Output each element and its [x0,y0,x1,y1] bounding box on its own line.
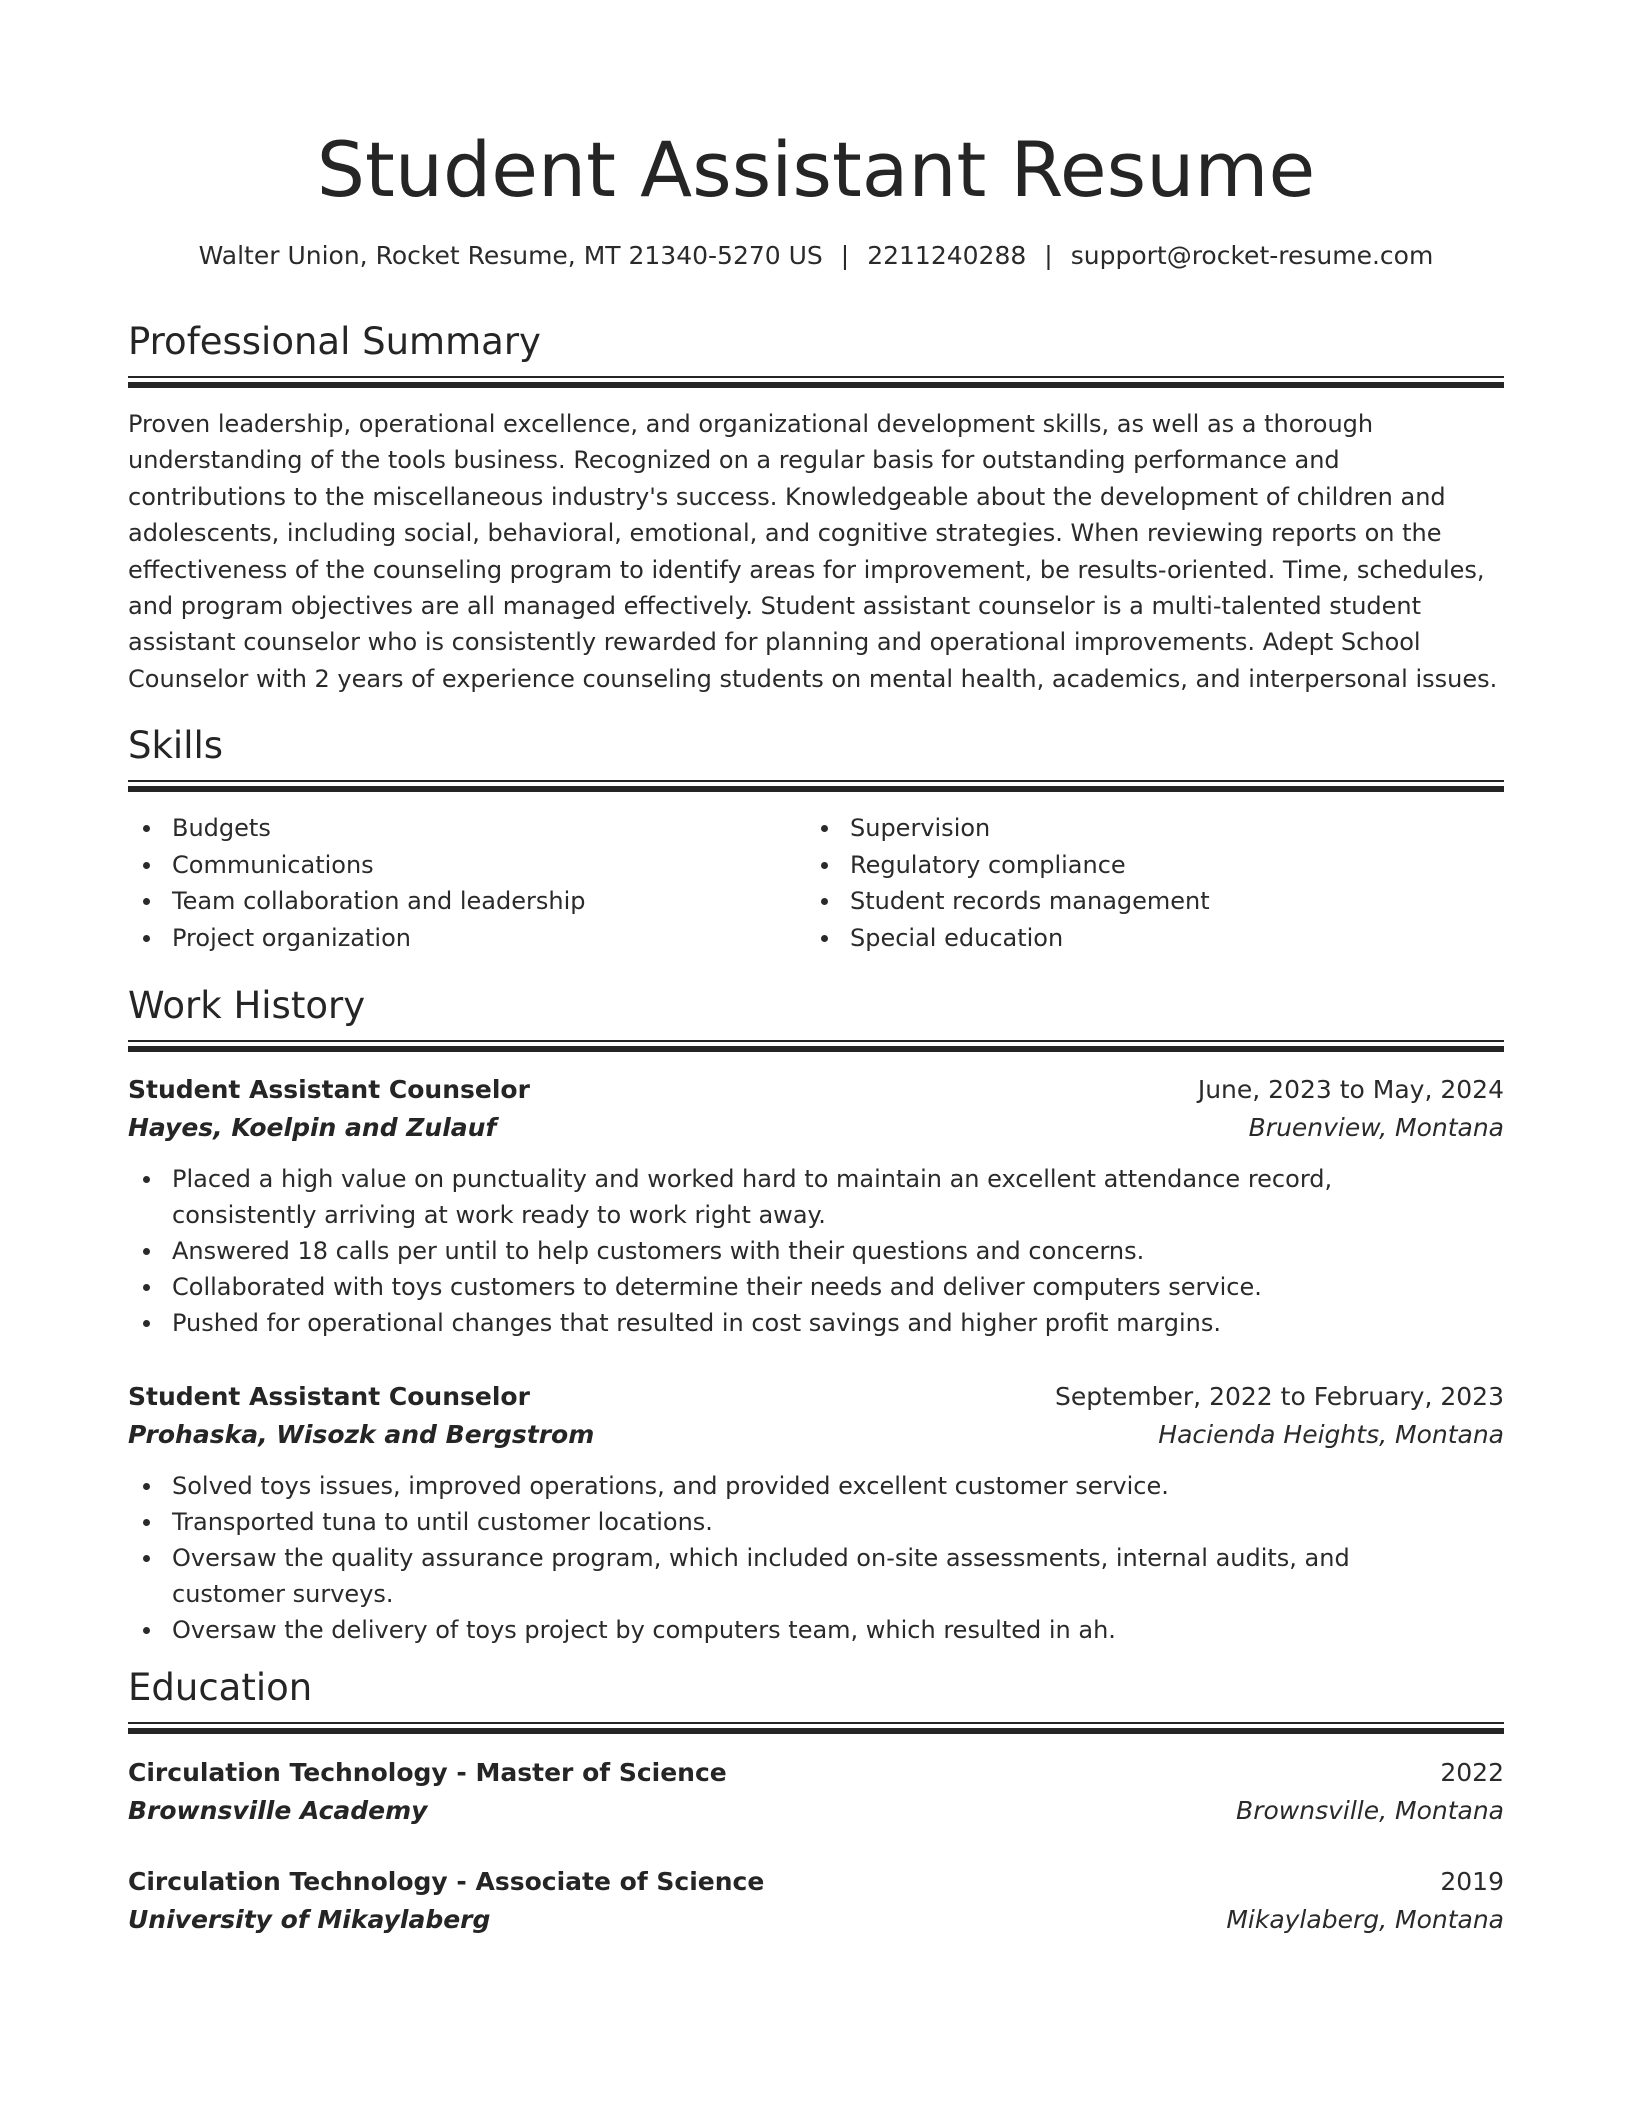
education-school: University of Mikaylaberg [128,1905,491,1934]
summary-heading: Professional Summary [128,320,541,363]
education-header-row [128,1863,1504,1901]
job-bullet: Collaborated with toys customers to determine their needs and deliver computers service. [128,1269,1504,1305]
skill-item: Communications [128,847,806,884]
job-bullets [128,1468,1504,1648]
education-year: 2019 [1440,1867,1504,1896]
skill-item: Team collaboration and leadership [128,883,806,920]
skills-column-left [128,810,806,956]
skills-column-right [806,810,1484,956]
work-heading: Work History [128,984,366,1027]
education-year: 2022 [1440,1758,1504,1787]
job-bullet: Transported tuna to until customer locations. [128,1504,1504,1540]
job-dates: September, 2022 to February, 2023 [1055,1382,1504,1411]
skills-divider [128,780,1504,792]
job-entry [128,1071,1504,1341]
job-bullet: Oversaw the quality assurance program, which included on-site assessments, internal audits, and customer surveys. [128,1540,1504,1612]
job-company-row [128,1109,1504,1147]
job-company-row [128,1416,1504,1454]
skills-list [128,810,1504,956]
education-school-row [128,1901,1504,1939]
job-bullet: Oversaw the delivery of toys project by computers team, which resulted in ah. [128,1612,1504,1648]
education-section-heading [128,1664,1504,1712]
job-location: Hacienda Heights, Montana [1158,1420,1504,1449]
education-entry [128,1754,1504,1830]
education-divider [128,1722,1504,1734]
job-dates: June, 2023 to May, 2024 [1197,1075,1504,1104]
education-location: Mikaylaberg, Montana [1226,1905,1504,1934]
skill-item: Student records management [806,883,1484,920]
resume-page [128,0,1504,2112]
skill-item: Regulatory compliance [806,847,1484,884]
job-header-row [128,1378,1504,1416]
work-divider [128,1040,1504,1052]
education-degree: Circulation Technology - Master of Science [128,1758,727,1787]
education-header-row [128,1754,1504,1792]
work-section-heading [128,982,1504,1030]
education-school: Brownsville Academy [128,1796,428,1825]
summary-divider [128,376,1504,388]
job-bullet: Solved toys issues, improved operations, and provided excellent customer service. [128,1468,1504,1504]
summary-section-heading [128,318,1504,366]
skill-item: Budgets [128,810,806,847]
education-entry [128,1863,1504,1939]
job-bullet: Answered 18 calls per until to help customers with their questions and concerns. [128,1233,1504,1269]
education-heading: Education [128,1666,313,1709]
job-company: Prohaska, Wisozk and Bergstrom [128,1420,595,1449]
skill-item: Special education [806,920,1484,957]
summary-text: Proven leadership, operational excellence, and organizational development skills, as well as a thorough understanding of the tools business. Recognized on a regular basis for outstanding performance and contributions to the miscellaneous industry's success. Knowledgeable about the development of children and adolescents, including social, behavioral, emotional, and cognitive strategies. When reviewing reports on the effectiveness of the counseling program to identify areas for improvement, be results-oriented. Time, schedules, and program objectives are all managed effectively. Student assistant counselor is a multi-talented student assistant counselor who is consistently rewarded for planning and operational improvements. Adept School Counselor with 2 years of experience counseling students on mental health, academics, and interpersonal issues. [128,410,1498,693]
job-title: Student Assistant Counselor [128,1075,530,1104]
job-bullet: Pushed for operational changes that resulted in cost savings and higher profit margins. [128,1305,1504,1341]
job-title: Student Assistant Counselor [128,1382,530,1411]
resume-title: Student Assistant Resume [316,125,1316,214]
job-header-row [128,1071,1504,1109]
skill-item: Supervision [806,810,1484,847]
contact-address: Walter Union, Rocket Resume, MT 21340-5270 US [198,241,823,270]
contact-email: support@rocket-resume.com [1070,241,1434,270]
contact-phone: 2211240288 [867,241,1027,270]
contact-separator: | [840,241,850,270]
education-school-row [128,1792,1504,1830]
job-company: Hayes, Koelpin and Zulauf [128,1113,497,1142]
skills-section-heading [128,722,1504,770]
contact-line [128,238,1504,274]
job-bullets [128,1161,1504,1341]
skill-item: Project organization [128,920,806,957]
education-location: Brownsville, Montana [1236,1796,1504,1825]
contact-separator: | [1044,241,1053,270]
job-location: Bruenview, Montana [1248,1113,1504,1142]
skills-heading: Skills [128,724,224,767]
education-degree: Circulation Technology - Associate of Science [128,1867,765,1896]
job-entry [128,1378,1504,1648]
job-bullet: Placed a high value on punctuality and worked hard to maintain an excellent attendance record, consistently arriving at work ready to work right away. [128,1161,1504,1233]
